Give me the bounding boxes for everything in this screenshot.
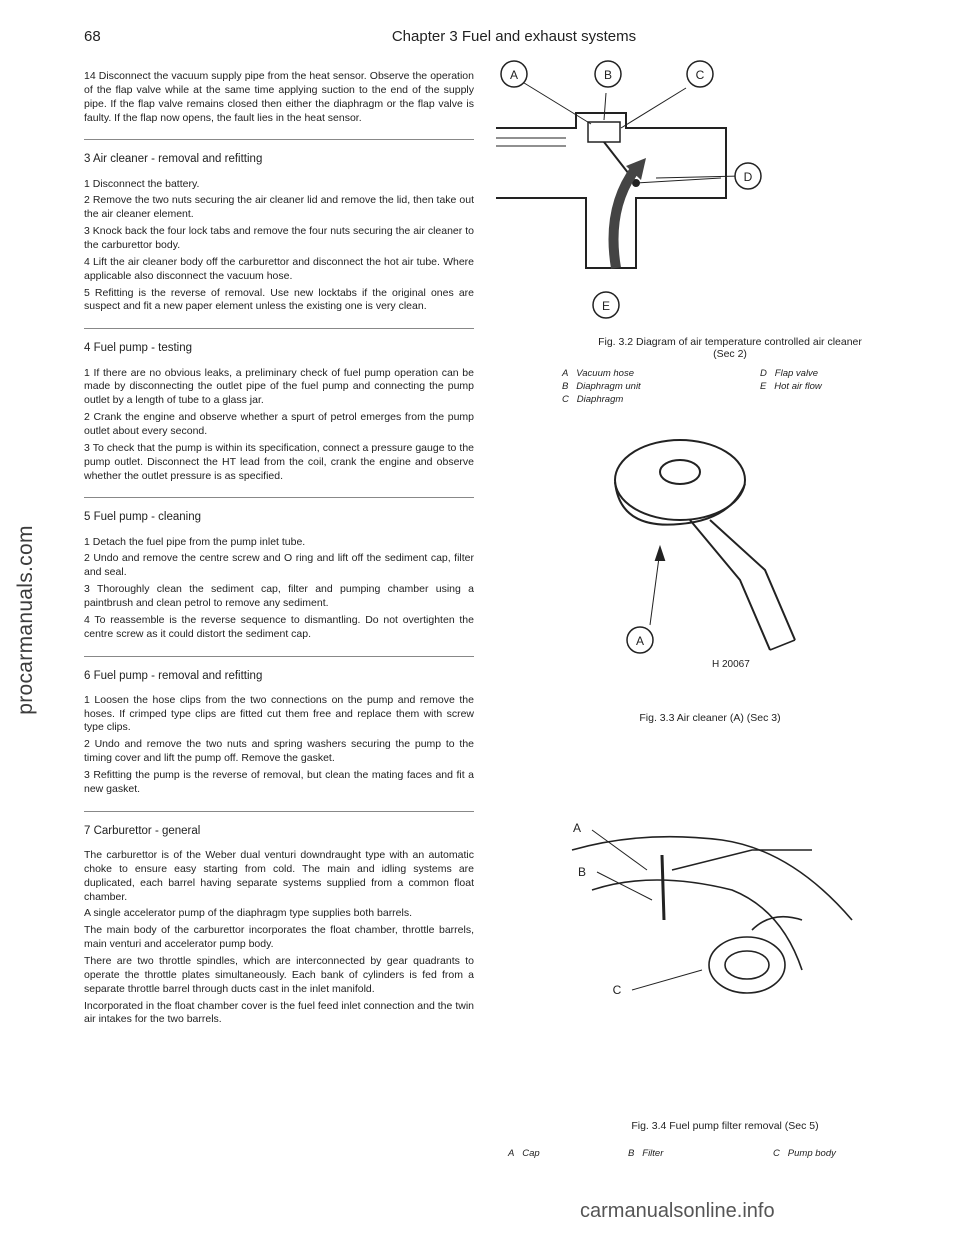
section-paragraph: 1 Detach the fuel pipe from the pump inlet tube. — [84, 535, 306, 548]
figure-3-2-caption — [520, 336, 940, 360]
figure-3-4-diagram — [552, 810, 882, 1020]
sections-container — [84, 139, 474, 1027]
section-paragraph: 1 Loosen the hose clips from the two connections on the pump and remove the hoses. If crimped type clips are fitted cut them free and replace them with screw type clips. — [84, 693, 474, 734]
chapter-title: Chapter 3 Fuel and exhaust systems — [391, 28, 637, 45]
figure-3-3-diagram — [600, 420, 820, 680]
section-divider — [84, 139, 474, 140]
watermark-strip — [0, 0, 50, 1234]
figure-3-2-diagram — [486, 58, 856, 328]
fig34-legend-item: C Pump body — [773, 1148, 836, 1159]
fig34-label-b: B — [577, 865, 587, 879]
section-heading: 3 Air cleaner - removal and refitting — [84, 153, 263, 166]
section-paragraph: 5 Refitting is the reverse of removal. Use new locktabs if the original ones are suspect and fit a new paper element unless the existing one is very clean. — [84, 286, 474, 313]
fig33-code: H 20067 — [712, 659, 750, 670]
page-header — [84, 28, 944, 48]
section-paragraph: 3 To check that the pump is within its specification, connect a pressure gauge to the pump outlet. Disconnect the HT lead from the coil, crank the engine and observe whether the outlet pressure is as specified. — [84, 441, 474, 482]
figure-3-2-legend-right — [760, 368, 822, 394]
section-paragraph: 2 Remove the two nuts securing the air cleaner lid and remove the lid, then take out the air cleaner element. — [84, 194, 474, 221]
section-paragraph: A single accelerator pump of the diaphragm type supplies both barrels. — [84, 907, 413, 920]
fig32-legend-row: E Hot air flow — [760, 381, 822, 392]
fig32-label-d: D — [743, 170, 753, 184]
section-paragraph: The carburettor is of the Weber dual venturi downdraught type with an automatic choke to ensure easy starting from cold. The main and idling systems are duplicated, each barrel having separate systems supplied from a common float chamber. — [84, 848, 474, 903]
fig32-legend-row: C Diaphragm — [562, 394, 624, 405]
watermark-bottom: carmanualsonline.info — [580, 1200, 775, 1222]
section-paragraph: 4 Lift the air cleaner body off the carburettor and disconnect the hot air tube. Where applicable also disconnect the vacuum hose. — [84, 255, 474, 282]
fig34-legend-item: B Filter — [628, 1148, 664, 1159]
fig34-legend-item: A Cap — [508, 1148, 540, 1159]
text-column — [84, 70, 474, 1030]
fig32-legend-row: B Diaphragm unit — [562, 381, 641, 392]
section-divider — [84, 656, 474, 657]
section-paragraph: 2 Undo and remove the centre screw and O ring and lift off the sediment cap, filter and seal. — [84, 552, 474, 579]
screwdriver — [662, 855, 664, 920]
figure-3-2-legend-left — [562, 368, 641, 407]
page-number: 68 — [84, 28, 101, 45]
fig34-label-c: C — [612, 983, 622, 997]
section-paragraph: 1 If there are no obvious leaks, a preliminary check of fuel pump operation can be made by disconnecting the outlet pipe of the fuel pump and connecting the pump outlet by a length of tube to a glass jar. — [84, 366, 474, 407]
fig32-legend-row: A Vacuum hose — [562, 368, 635, 379]
section-paragraph: 3 Refitting the pump is the reverse of removal, but clean the mating faces and fit a new gasket. — [84, 769, 474, 795]
diaphragm-unit — [588, 122, 620, 142]
fig32-caption-line2: (Sec 2) — [713, 348, 747, 360]
fig32-legend-row: D Flap valve — [760, 368, 819, 379]
section-paragraph: 4 To reassemble is the reverse sequence to dismantling. Do not overtighten the centre screw as it could distort the sediment cap. — [84, 613, 474, 640]
section-paragraph: The main body of the carburettor incorporates the float chamber, throttle barrels, main venturi and accelerator pump body. — [84, 924, 474, 951]
watermark-vertical: procarmanuals.com — [14, 525, 37, 715]
section-paragraph: 3 Knock back the four lock tabs and remove the four nuts securing the air cleaner to the carburettor body. — [84, 225, 474, 252]
fig34-label-a: A — [572, 821, 582, 835]
section-paragraph: Incorporated in the float chamber cover is the fuel feed inlet connection and the twin air intakes for the two barrels. — [84, 999, 474, 1026]
section-paragraph: 1 Disconnect the battery. — [84, 177, 200, 190]
fig33-label-a: A — [635, 634, 645, 648]
section-divider — [84, 811, 474, 812]
section-paragraph: 2 Crank the engine and observe whether a spurt of petrol emerges from the pump outlet about every second. — [84, 411, 474, 437]
fig32-label-e: E — [601, 299, 611, 313]
fig32-label-c: C — [695, 68, 705, 82]
figure-3-4-caption: Fig. 3.4 Fuel pump filter removal (Sec 5) — [631, 1120, 819, 1132]
section-divider — [84, 328, 474, 329]
section-paragraph: 3 Thoroughly clean the sediment cap, filter and pumping chamber using a paintbrush and clean petrol to remove any sediment. — [84, 583, 474, 609]
figure-3-3-caption: Fig. 3.3 Air cleaner (A) (Sec 3) — [639, 712, 781, 724]
section-heading: 4 Fuel pump - testing — [84, 342, 193, 355]
intro-paragraph: 14 Disconnect the vacuum supply pipe from the heat sensor. Observe the operation of the flap valve while at the same time applying suction to the end of the supply pipe. If the flap valve remains closed then either the diaphragm or the flap valve is faulty. If the flap now opens, the fault lies in the heat sensor. — [84, 70, 474, 124]
section-heading: 6 Fuel pump - removal and refitting — [84, 669, 263, 682]
section-heading: 7 Carburettor - general — [84, 824, 201, 837]
section-heading: 5 Fuel pump - cleaning — [84, 511, 201, 524]
section-paragraph: There are two throttle spindles, which are interconnected by gear quadrants to operate the throttle plates simultaneously. Each bank of cylinders is fed from a separate throttle barrel through ducts cast in the inlet manifold. — [84, 954, 474, 995]
fig32-caption-line1: Fig. 3.2 Diagram of air temperature controlled air cleaner — [598, 336, 862, 348]
fig32-label-b: B — [603, 68, 613, 82]
section-divider — [84, 497, 474, 498]
section-paragraph: 2 Undo and remove the two nuts and spring washers securing the pump to the timing cover and lift the pump off. Remove the gasket. — [84, 738, 474, 765]
sediment-cap — [709, 937, 785, 993]
fig32-label-a: A — [509, 68, 519, 82]
